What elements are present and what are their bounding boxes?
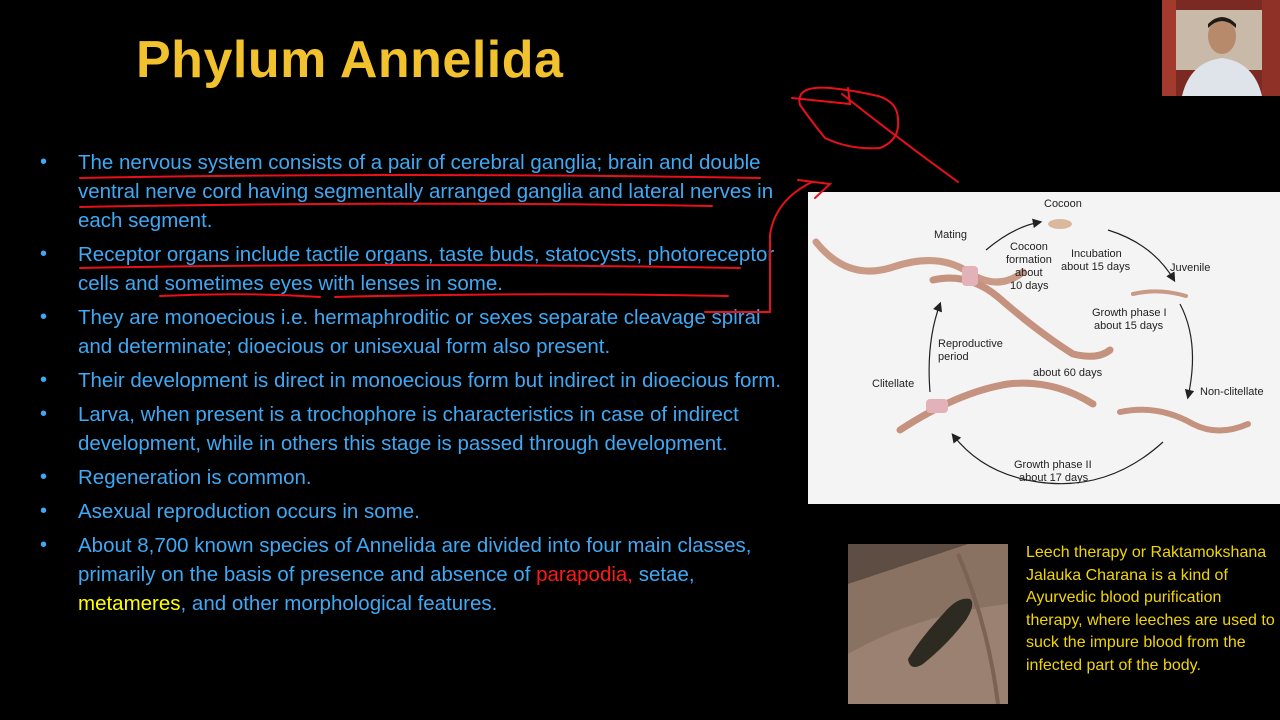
bullet-nervous-system: • The nervous system consists of a pair of cerebral ganglia; brain and double ventral nerve cord having segmentally arranged ganglia and lateral nerves in each segment. bbox=[40, 148, 785, 235]
bullet-asexual: • Asexual reproduction occurs in some. bbox=[40, 497, 785, 526]
label-juvenile: Juvenile bbox=[1170, 262, 1211, 274]
presenter-webcam bbox=[1162, 0, 1280, 96]
species-lead-text: About 8,700 known species of Annelida are divided into four main classes, primarily on the basis of presence and absence of bbox=[78, 534, 752, 586]
parapodia-word: parapodia, bbox=[536, 563, 633, 586]
label-growth2-1: Growth phase II bbox=[1014, 459, 1092, 471]
mating-clitellum bbox=[962, 266, 978, 286]
label-nonclitellate: Non-clitellate bbox=[1200, 386, 1264, 398]
nonclitellate-worm bbox=[1120, 410, 1248, 431]
cocoon-shape bbox=[1048, 219, 1072, 229]
label-clitellate: Clitellate bbox=[872, 378, 915, 390]
label-cocoon-formation-3: about bbox=[1015, 267, 1043, 279]
bullet-species-classes bbox=[40, 531, 785, 618]
label-reproductive-2: period bbox=[938, 351, 969, 363]
bullet-list bbox=[40, 148, 785, 623]
label-cocoon: Cocoon bbox=[1044, 198, 1082, 210]
bullet-regeneration: • Regeneration is common. bbox=[40, 463, 785, 492]
ink-worm-sketch-2 bbox=[792, 88, 958, 182]
slide-title: Phylum Annelida bbox=[136, 31, 564, 89]
label-incubation-1: Incubation bbox=[1071, 248, 1122, 260]
webcam-svg bbox=[1162, 0, 1280, 96]
leech-photo-svg bbox=[848, 544, 1008, 704]
setae-word: setae, bbox=[633, 563, 695, 586]
clitellate-band bbox=[926, 399, 948, 413]
bullet-receptor-organs: • Receptor organs include tactile organs, taste buds, statocysts, photoreceptor cells and sometimes eyes with lenses in some. bbox=[40, 240, 785, 298]
label-incubation-2: about 15 days bbox=[1061, 261, 1131, 273]
label-reproductive-1: Reproductive bbox=[938, 338, 1003, 350]
ink-worm-sketch bbox=[799, 88, 898, 149]
bullet-larva: • Larva, when present is a trochophore is characteristics in case of indirect development, while in others this stage is passed through development. bbox=[40, 400, 785, 458]
lifecycle-svg bbox=[808, 192, 1280, 504]
label-cocoon-formation-1: Cocoon bbox=[1010, 241, 1048, 253]
label-about60: about 60 days bbox=[1033, 367, 1103, 379]
mating-worm-upper bbox=[816, 242, 1023, 282]
earthworm-lifecycle-diagram bbox=[808, 192, 1280, 504]
leech-therapy-caption: Leech therapy or Raktamokshana Jalauka Charana is a kind of Ayurvedic blood purification therapy, where leeches are used to suck the impure blood from the infected part of the body. bbox=[1026, 544, 1275, 674]
label-growth1-1: Growth phase I bbox=[1092, 307, 1167, 319]
leech-therapy-photo bbox=[848, 544, 1008, 704]
juvenile-worm bbox=[1133, 291, 1186, 296]
species-tail-text: , and other morphological features. bbox=[180, 592, 498, 615]
label-mating: Mating bbox=[934, 229, 968, 241]
bullet-development: • Their development is direct in monoecious form but indirect in dioecious form. bbox=[40, 366, 785, 395]
label-cocoon-formation-2: formation bbox=[1006, 254, 1052, 266]
label-cocoon-formation-4: 10 days bbox=[1010, 280, 1049, 292]
metameres-word: metameres bbox=[78, 592, 181, 615]
label-growth1-2: about 15 days bbox=[1094, 320, 1164, 332]
arrow-juvenile-to-nonclitellate bbox=[1180, 304, 1193, 397]
label-growth2-2: about 17 days bbox=[1019, 472, 1089, 484]
bullet-monoecious: • They are monoecious i.e. hermaphroditic or sexes separate cleavage spiral and determinate; dioecious or unisexual form also present. bbox=[40, 303, 785, 361]
